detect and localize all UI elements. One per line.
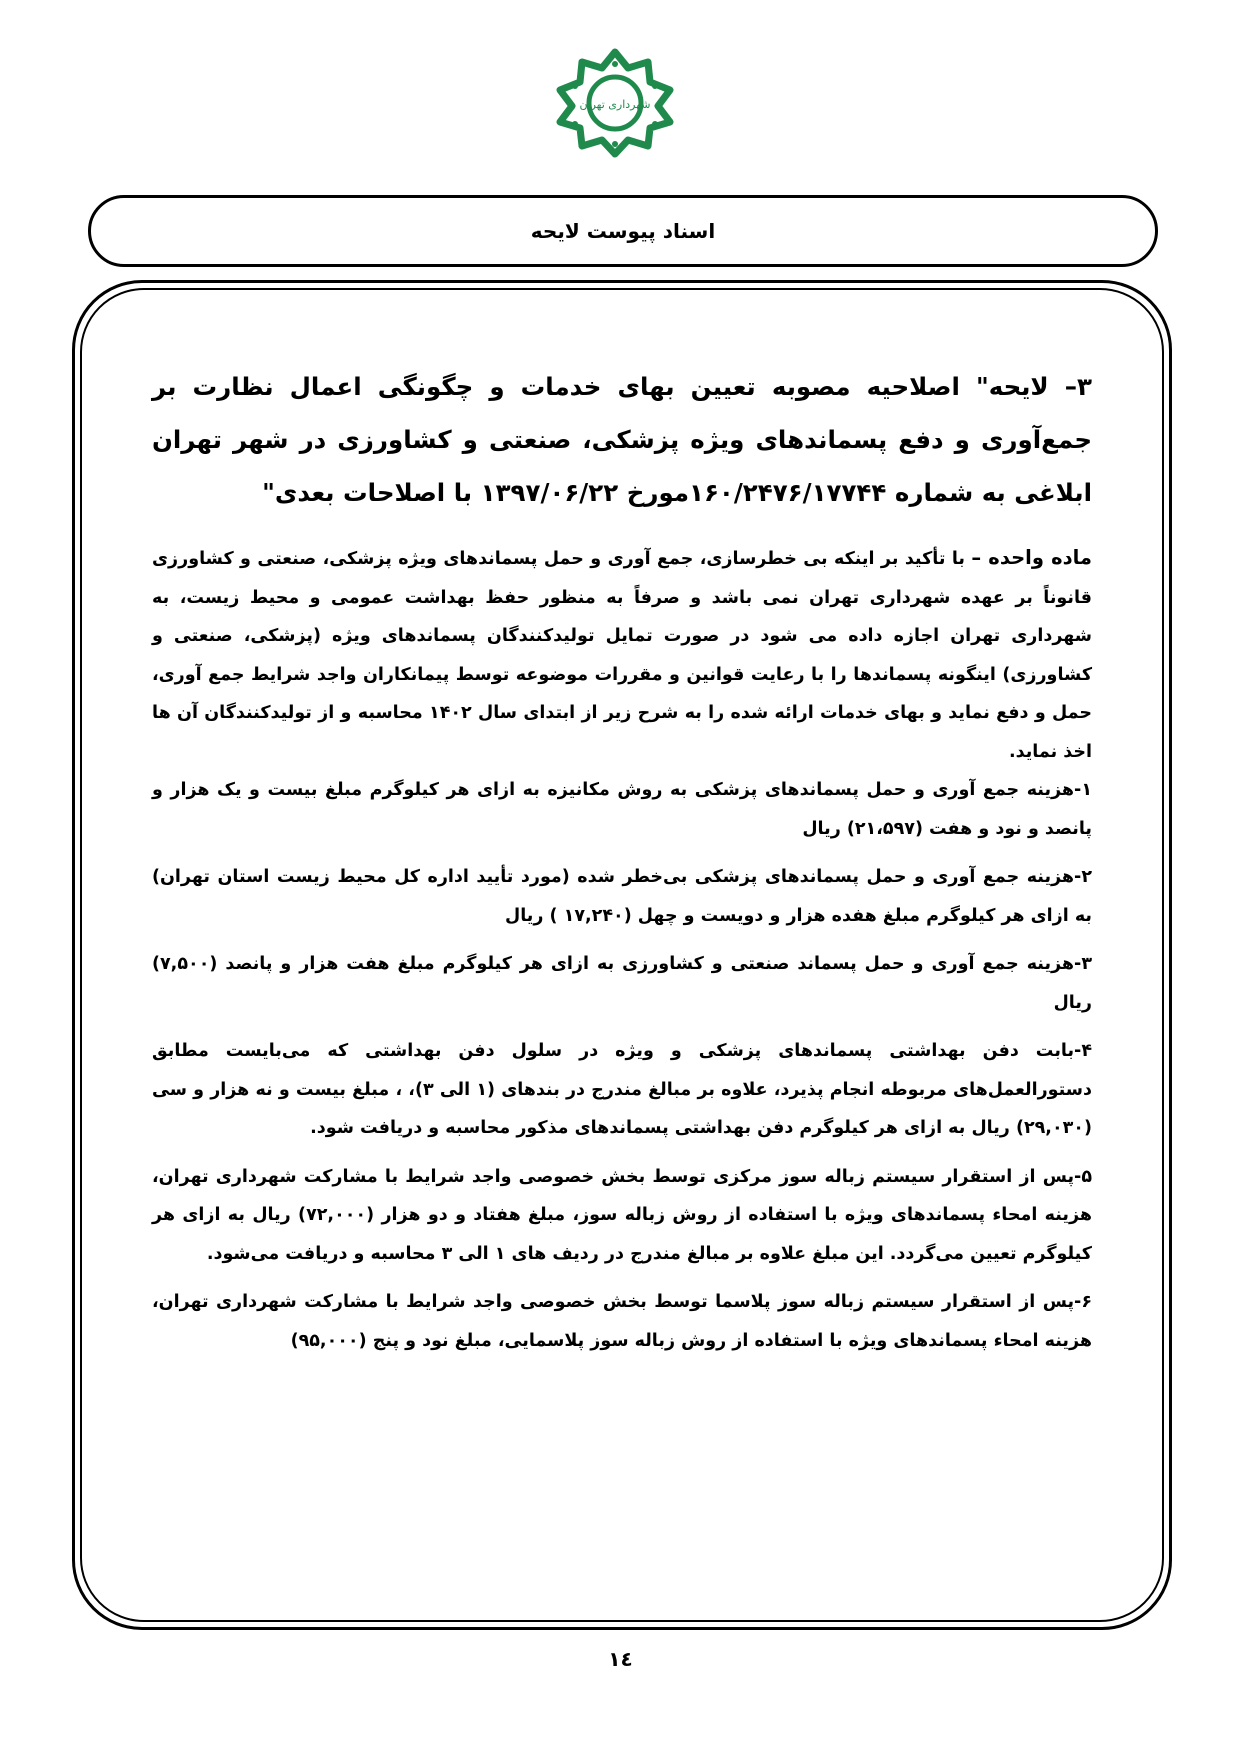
- logo-text: شهرداری تهران: [579, 98, 651, 111]
- header-banner: [88, 195, 1158, 267]
- clause-4: ۴-بابت دفن بهداشتی پسماندهای پزشکی و ویژه در سلول دفن بهداشتی که می‌بایست مطابق دستورالعمل‌های مربوطه انجام پذیرد، علاوه بر مبالغ مندرج در بندهای (۱ الی ۳)، ، مبلغ بیست و نه هزار و سی (۲۹,۰۳۰) ریال به ازای هر کیلوگرم دفن بهداشتی پسماندهای مذکور محاسبه و دریافت شود.: [152, 1041, 1092, 1138]
- clause-6: ۶-پس از استقرار سیستم زباله سوز پلاسما توسط بخش خصوصی واجد شرایط با مشارکت شهرداری تهران، هزینه امحاء پسماندهای ویژه با استفاده از روش زباله سوز پلاسمایی، مبلغ نود و پنج (۹۵,۰۰۰): [152, 1292, 1092, 1351]
- document-body: [152, 360, 1092, 1360]
- clause-2: ۲-هزینه جمع آوری و حمل پسماندهای پزشکی بی‌خطر شده (مورد تأیید اداره کل محیط زیست استان تهران) به ازای هر کیلوگرم مبلغ هفده هزار و دویست و چهل (۱۷,۲۴۰ ) ریال: [152, 867, 1092, 926]
- clause-3: ۳-هزینه جمع آوری و حمل پسماند صنعتی و کشاورزی به ازای هر کیلوگرم مبلغ هفت هزار و پانصد (۷,۵۰۰) ریال: [152, 954, 1092, 1013]
- tehran-municipality-logo: [550, 48, 680, 158]
- logo-emblem-icon: [550, 48, 680, 158]
- clause-5: ۵-پس از استقرار سیستم زباله سوز مرکزی توسط بخش خصوصی واجد شرایط با مشارکت شهرداری تهران، هزینه امحاء پسماندهای ویژه با استفاده از روش زباله سوز، مبلغ هفتاد و دو هزار (۷۲,۰۰۰) ریال به ازای هر کیلوگرم تعیین می‌گردد. این مبلغ علاوه بر مبالغ مندرج در ردیف های ۱ الی ۳ محاسبه و دریافت می‌شود.: [152, 1166, 1092, 1264]
- header-title: اسناد پیوست لایحه: [530, 219, 716, 243]
- clause-1: ۱-هزینه جمع آوری و حمل پسماندهای پزشکی به روش مکانیزه به ازای هر کیلوگرم مبلغ بیست و یک هزار و پانصد و نود و هفت (۲۱،۵۹۷) ریال: [152, 780, 1092, 839]
- single-article-label: ماده واحده –: [971, 546, 1092, 569]
- single-article: [152, 539, 1092, 771]
- page-number: ١٤: [608, 1647, 633, 1671]
- single-article-text: با تأکید بر اینکه بی خطرسازی، جمع آوری و حمل پسماندهای ویژه پزشکی، صنعتی و کشاورزی قانوناً بر عهده شهرداری تهران نمی باشد و صرفاً به منظور حفظ بهداشت عمومی و محیط زیست، به شهرداری تهران اجازه داده می شود در صورت تمایل تولیدکنندگان پسماندهای ویژه (پزشکی، صنعتی و کشاورزی) اینگونه پسماندها را با رعایت قوانین و مقررات موضوعه توسط پیمانکاران واجد شرایط جمع آوری، حمل و دفع نماید و بهای خدمات ارائه شده را به شرح زیر از ابتدای سال ۱۴۰۲ محاسبه و از تولیدکنندگان آن ها اخذ نماید.: [152, 549, 1092, 762]
- bill-title: ۳– لایحه" اصلاحیه مصوبه تعیین بهای خدمات و چگونگی اعمال نظارت بر جمع‌آوری و دفع پسماندهای ویژه پزشکی، صنعتی و کشاورزی در شهر تهران ابلاغی به شماره ۱۶۰/۲۴۷۶/۱۷۷۴۴مورخ ۱۳۹۷/۰۶/۲۲ با اصلاحات بعدی": [152, 372, 1092, 507]
